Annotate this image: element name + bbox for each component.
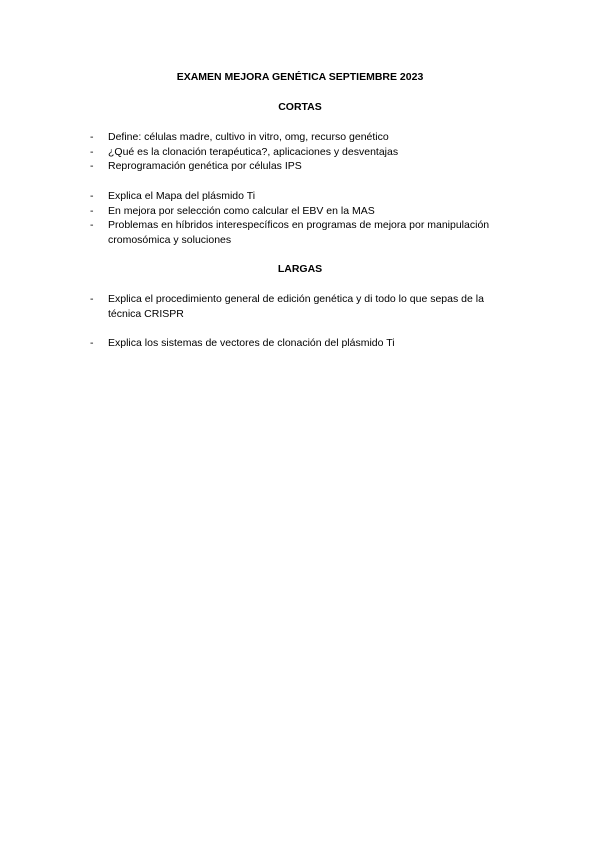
question-text: Define: células madre, cultivo in vitro, omg, recurso genético — [108, 131, 389, 143]
list-item — [0, 130, 518, 145]
section-heading-largas: LARGAS — [277, 263, 323, 275]
question-text: Explica los sistemas de vectores de clonación del plásmido Ti — [108, 337, 395, 349]
question-text: Explica el procedimiento general de edición genética y di todo lo que sepas de la técnica CRISPR — [108, 293, 484, 320]
bullet-dash: - — [90, 190, 94, 202]
largas-question-list-2 — [0, 336, 600, 351]
cortas-question-list-2 — [0, 189, 600, 247]
bullet-dash: - — [90, 337, 94, 349]
question-text: Explica el Mapa del plásmido Ti — [108, 190, 256, 202]
list-item — [0, 336, 518, 351]
largas-question-list-1 — [0, 292, 600, 321]
list-item — [0, 145, 518, 160]
bullet-dash: - — [90, 219, 94, 232]
question-text: ¿Qué es la clonación terapéutica?, aplicaciones y desventajas — [108, 145, 399, 158]
bullet-dash: - — [90, 293, 94, 305]
question-text: Reprogramación genética por células IPS — [108, 160, 302, 173]
bullet-dash: - — [90, 145, 94, 158]
question-text: En mejora por selección como calcular el EBV en la MAS — [108, 204, 375, 217]
list-item — [0, 292, 518, 321]
cortas-question-list-1 — [0, 130, 600, 174]
section-heading-cortas: CORTAS — [278, 101, 322, 113]
bullet-dash: - — [90, 204, 94, 217]
list-item — [0, 159, 518, 174]
list-item — [0, 189, 518, 204]
list-item — [0, 204, 518, 219]
question-text: Problemas en híbridos interespecíficos en programas de mejora por manipulación cromosómica y soluciones — [108, 219, 490, 246]
bullet-dash: - — [90, 131, 94, 143]
document-title: EXAMEN MEJORA GENÉTICA SEPTIEMBRE 2023 — [176, 71, 424, 83]
list-item — [0, 218, 518, 247]
bullet-dash: - — [90, 160, 94, 173]
